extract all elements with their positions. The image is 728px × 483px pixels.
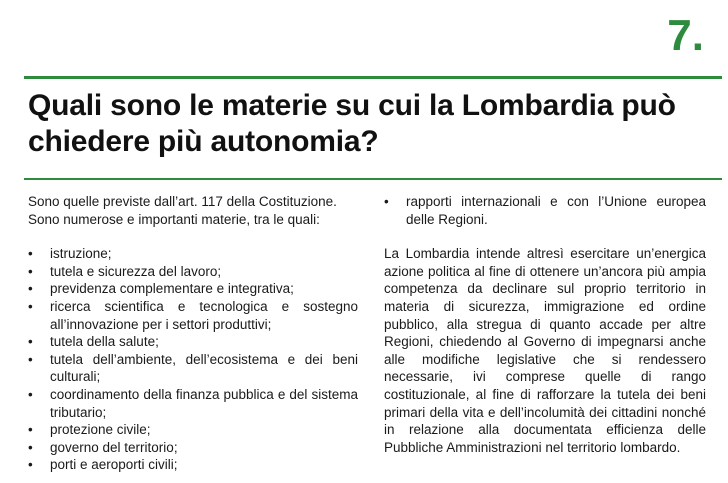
bullet-icon: •: [28, 281, 33, 297]
list-item-text: protezione civile;: [50, 422, 151, 438]
bullet-icon: •: [28, 298, 33, 314]
bullet-icon: •: [384, 194, 389, 209]
list-item: [28, 386, 358, 421]
intro-text: [28, 193, 358, 228]
bullet-icon: •: [28, 351, 33, 367]
title-divider: [24, 178, 722, 180]
list-item: [28, 245, 358, 263]
list-item: [28, 280, 358, 298]
list-item: [28, 351, 358, 386]
body-paragraph: La Lombardia intende altresì esercitare un’energica azione politica al fine di ottenere un’ancora più ampia competenza da declinare sul proprio territorio in materia di sicurezza, immigrazione ed ordine pubblico, alla stregua di quanto accade per altre Regioni, chiedendo al Governo di impegnarsi anche alle modifiche legislative che si rendessero necessarie, ivi comprese quelle di rango costituzionale, al fine di rafforzare la tutela dei beni primari della vita e dell’incolumità dei cittadini nonché in relazione alla documentata efficienza delle Pubbliche Amministrazioni nel territorio lombardo.: [384, 246, 706, 455]
list-item: [28, 439, 358, 457]
list-item-text: tutela e sicurezza del lavoro;: [50, 263, 222, 279]
bullet-icon: •: [28, 422, 33, 438]
right-column: [384, 193, 706, 456]
list-item-text: rapporti internazionali e con l’Unione europea delle Regioni.: [406, 194, 706, 227]
list-item: [28, 263, 358, 281]
list-item: [28, 421, 358, 439]
list-item-text: governo del territorio;: [50, 439, 178, 455]
list-item-text: coordinamento della finanza pubblica e del sistema tributario;: [50, 386, 358, 420]
page-number: 7.: [667, 11, 704, 60]
bullet-icon: •: [28, 439, 33, 455]
list-item-text: ricerca scientifica e tecnologica e sostegno all’innovazione per i settori produttivi;: [50, 298, 358, 332]
list-item: [28, 333, 358, 351]
list-item: [28, 298, 358, 333]
bullet-icon: •: [28, 334, 33, 350]
list-item-text: tutela dell’ambiente, dell’ecosistema e dei beni culturali;: [50, 351, 358, 385]
intro-line: Sono numerose e importanti materie, tra le quali:: [28, 211, 320, 227]
top-divider: [24, 76, 722, 79]
list-item-text: tutela della salute;: [50, 334, 159, 350]
bullet-icon: •: [28, 386, 33, 402]
page-title: Quali sono le materie su cui la Lombardia può chiedere più autonomia?: [28, 89, 676, 158]
list-item-text: porti e aeroporti civili;: [50, 457, 178, 473]
list-item-text: previdenza complementare e integrativa;: [50, 281, 294, 297]
subjects-list: [28, 245, 358, 474]
bullet-icon: •: [28, 457, 33, 473]
bullet-icon: •: [28, 246, 33, 262]
left-column: [28, 193, 358, 474]
list-item: [384, 193, 706, 228]
bullet-icon: •: [28, 263, 33, 279]
intro-line: Sono quelle previste dall’art. 117 della Costituzione.: [28, 194, 337, 209]
list-item: [28, 456, 358, 474]
list-item-text: istruzione;: [50, 246, 112, 262]
subjects-list-continued: [384, 193, 706, 228]
